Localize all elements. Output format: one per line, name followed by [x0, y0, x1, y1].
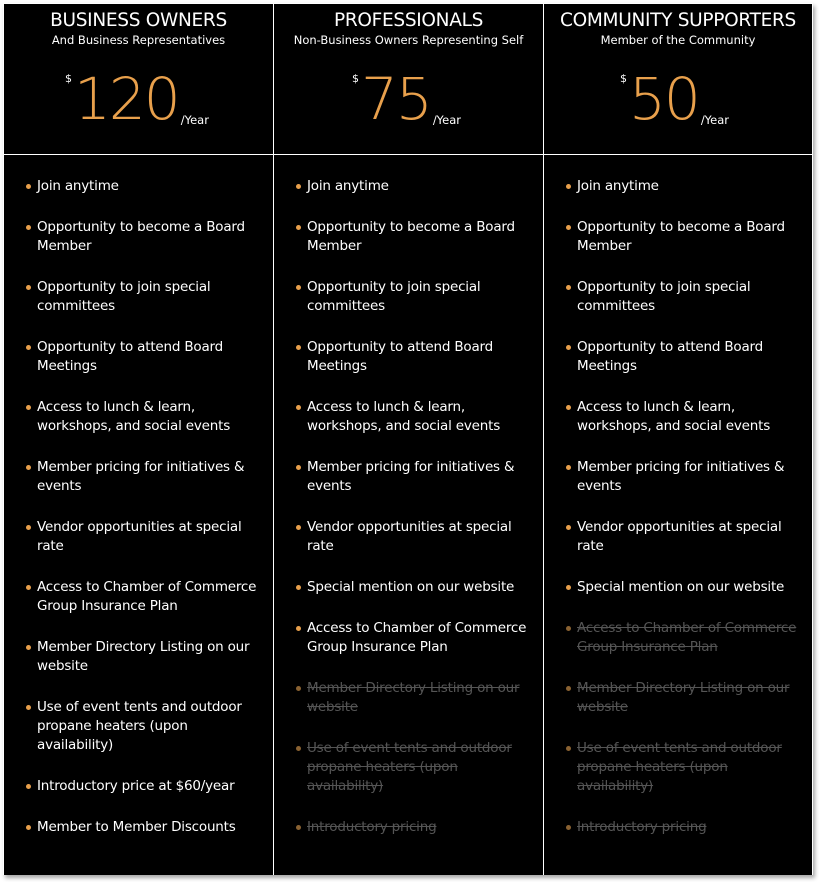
bullet-icon — [26, 525, 31, 530]
feature-item — [274, 177, 543, 196]
bullet-icon — [26, 225, 31, 230]
feature-label: Join anytime — [577, 178, 659, 194]
bullet-icon — [566, 585, 571, 590]
feature-label: Access to Chamber of Commerce Group Insurance Plan — [577, 620, 797, 655]
feature-item — [274, 679, 543, 717]
plan-subtitle: Member of the Community — [600, 33, 756, 47]
plan-header — [274, 4, 543, 155]
bullet-icon — [296, 345, 301, 350]
bullet-icon — [296, 465, 301, 470]
feature-label: Access to lunch & learn, workshops, and social events — [37, 399, 231, 434]
feature-item — [274, 818, 543, 837]
feature-label: Opportunity to become a Board Member — [307, 219, 515, 254]
bullet-icon — [566, 184, 571, 189]
feature-label: Opportunity to attend Board Meetings — [37, 339, 224, 374]
feature-label: Access to lunch & learn, workshops, and social events — [577, 399, 771, 434]
feature-item — [274, 619, 543, 657]
pricing-table — [3, 3, 813, 875]
feature-label: Introductory price at $60/year — [37, 778, 235, 794]
price-amount: 50 — [629, 65, 699, 133]
price-period: /Year — [180, 113, 209, 127]
bullet-icon — [566, 825, 571, 830]
feature-label: Opportunity to join special committees — [577, 279, 751, 314]
bullet-icon — [296, 746, 301, 751]
bullet-icon — [296, 686, 301, 691]
plan-price — [65, 64, 209, 134]
plan-price — [620, 64, 729, 134]
feature-item — [274, 458, 543, 496]
feature-item — [544, 518, 812, 556]
bullet-icon — [566, 345, 571, 350]
feature-item — [544, 338, 812, 376]
currency-symbol: $ — [352, 72, 359, 85]
feature-item — [544, 619, 812, 657]
feature-label: Access to Chamber of Commerce Group Insurance Plan — [37, 579, 257, 614]
bullet-icon — [26, 184, 31, 189]
bullet-icon — [26, 645, 31, 650]
bullet-icon — [296, 585, 301, 590]
feature-label: Member pricing for initiatives & events — [577, 459, 785, 494]
bullet-icon — [296, 825, 301, 830]
price-period: /Year — [700, 113, 730, 127]
plan-subtitle: Non-Business Owners Representing Self — [293, 33, 524, 47]
feature-item — [274, 518, 543, 556]
plan-price — [352, 64, 461, 134]
feature-item — [4, 777, 273, 796]
plan-header — [544, 4, 812, 155]
feature-item — [4, 818, 273, 837]
feature-item — [274, 278, 543, 316]
feature-label: Opportunity to attend Board Meetings — [307, 339, 494, 374]
feature-label: Vendor opportunities at special rate — [37, 519, 242, 554]
feature-item — [4, 518, 273, 556]
feature-item — [274, 218, 543, 256]
feature-item — [274, 338, 543, 376]
bullet-icon — [566, 285, 571, 290]
plan-community-supporters — [543, 3, 813, 875]
bullet-icon — [26, 465, 31, 470]
bullet-icon — [566, 686, 571, 691]
feature-item — [544, 739, 812, 796]
bullet-icon — [566, 525, 571, 530]
bullet-icon — [566, 626, 571, 631]
plan-title: COMMUNITY SUPPORTERS — [560, 10, 796, 31]
feature-item — [544, 177, 812, 196]
feature-list — [544, 155, 812, 837]
feature-item — [544, 578, 812, 597]
plan-subtitle: And Business Representatives — [51, 33, 226, 47]
bullet-icon — [296, 285, 301, 290]
feature-item — [274, 398, 543, 436]
bullet-icon — [26, 705, 31, 710]
bullet-icon — [26, 784, 31, 789]
feature-label: Special mention on our website — [577, 579, 785, 595]
currency-symbol: $ — [620, 72, 627, 85]
feature-item — [4, 218, 273, 256]
feature-item — [544, 818, 812, 837]
feature-item — [544, 679, 812, 717]
feature-label: Use of event tents and outdoor propane heaters (upon availability) — [577, 740, 782, 794]
feature-item — [544, 218, 812, 256]
feature-item — [4, 278, 273, 316]
price-amount: 120 — [74, 65, 179, 133]
feature-label: Special mention on our website — [307, 579, 515, 595]
feature-item — [544, 458, 812, 496]
bullet-icon — [26, 825, 31, 830]
bullet-icon — [296, 184, 301, 189]
feature-item — [4, 578, 273, 616]
feature-label: Join anytime — [37, 178, 119, 194]
currency-symbol: $ — [65, 72, 72, 85]
plan-professionals — [273, 3, 543, 875]
feature-item — [274, 739, 543, 796]
feature-label: Opportunity to become a Board Member — [577, 219, 785, 254]
plan-header — [4, 4, 273, 155]
bullet-icon — [296, 405, 301, 410]
feature-label: Member pricing for initiatives & events — [37, 459, 245, 494]
feature-label: Access to Chamber of Commerce Group Insurance Plan — [307, 620, 527, 655]
bullet-icon — [296, 225, 301, 230]
feature-label: Use of event tents and outdoor propane heaters (upon availability) — [37, 699, 242, 753]
feature-label: Member Directory Listing on our website — [307, 680, 520, 715]
feature-item — [4, 458, 273, 496]
plan-title: BUSINESS OWNERS — [50, 10, 227, 31]
feature-item — [4, 177, 273, 196]
feature-label: Use of event tents and outdoor propane heaters (upon availability) — [307, 740, 512, 794]
bullet-icon — [566, 465, 571, 470]
feature-label: Member to Member Discounts — [37, 819, 236, 835]
feature-label: Access to lunch & learn, workshops, and social events — [307, 399, 501, 434]
feature-item — [4, 698, 273, 755]
feature-list — [4, 155, 273, 837]
feature-label: Introductory pricing — [577, 819, 707, 835]
bullet-icon — [566, 225, 571, 230]
bullet-icon — [26, 405, 31, 410]
feature-label: Vendor opportunities at special rate — [307, 519, 512, 554]
price-period: /Year — [432, 113, 462, 127]
feature-label: Opportunity to become a Board Member — [37, 219, 245, 254]
feature-item — [4, 638, 273, 676]
feature-item — [274, 578, 543, 597]
feature-label: Join anytime — [307, 178, 389, 194]
feature-list — [274, 155, 543, 837]
plan-business-owners — [3, 3, 273, 875]
bullet-icon — [26, 345, 31, 350]
feature-label: Vendor opportunities at special rate — [577, 519, 782, 554]
bullet-icon — [566, 405, 571, 410]
feature-label: Member pricing for initiatives & events — [307, 459, 515, 494]
feature-label: Opportunity to join special committees — [307, 279, 481, 314]
feature-label: Member Directory Listing on our website — [577, 680, 790, 715]
feature-label: Member Directory Listing on our website — [37, 639, 250, 674]
price-amount: 75 — [361, 65, 431, 133]
feature-label: Introductory pricing — [307, 819, 437, 835]
bullet-icon — [296, 626, 301, 631]
bullet-icon — [26, 285, 31, 290]
bullet-icon — [296, 525, 301, 530]
feature-item — [544, 398, 812, 436]
feature-item — [544, 278, 812, 316]
plan-title: PROFESSIONALS — [333, 10, 484, 31]
feature-label: Opportunity to join special committees — [37, 279, 211, 314]
feature-item — [4, 338, 273, 376]
bullet-icon — [26, 585, 31, 590]
bullet-icon — [566, 746, 571, 751]
feature-label: Opportunity to attend Board Meetings — [577, 339, 764, 374]
feature-item — [4, 398, 273, 436]
